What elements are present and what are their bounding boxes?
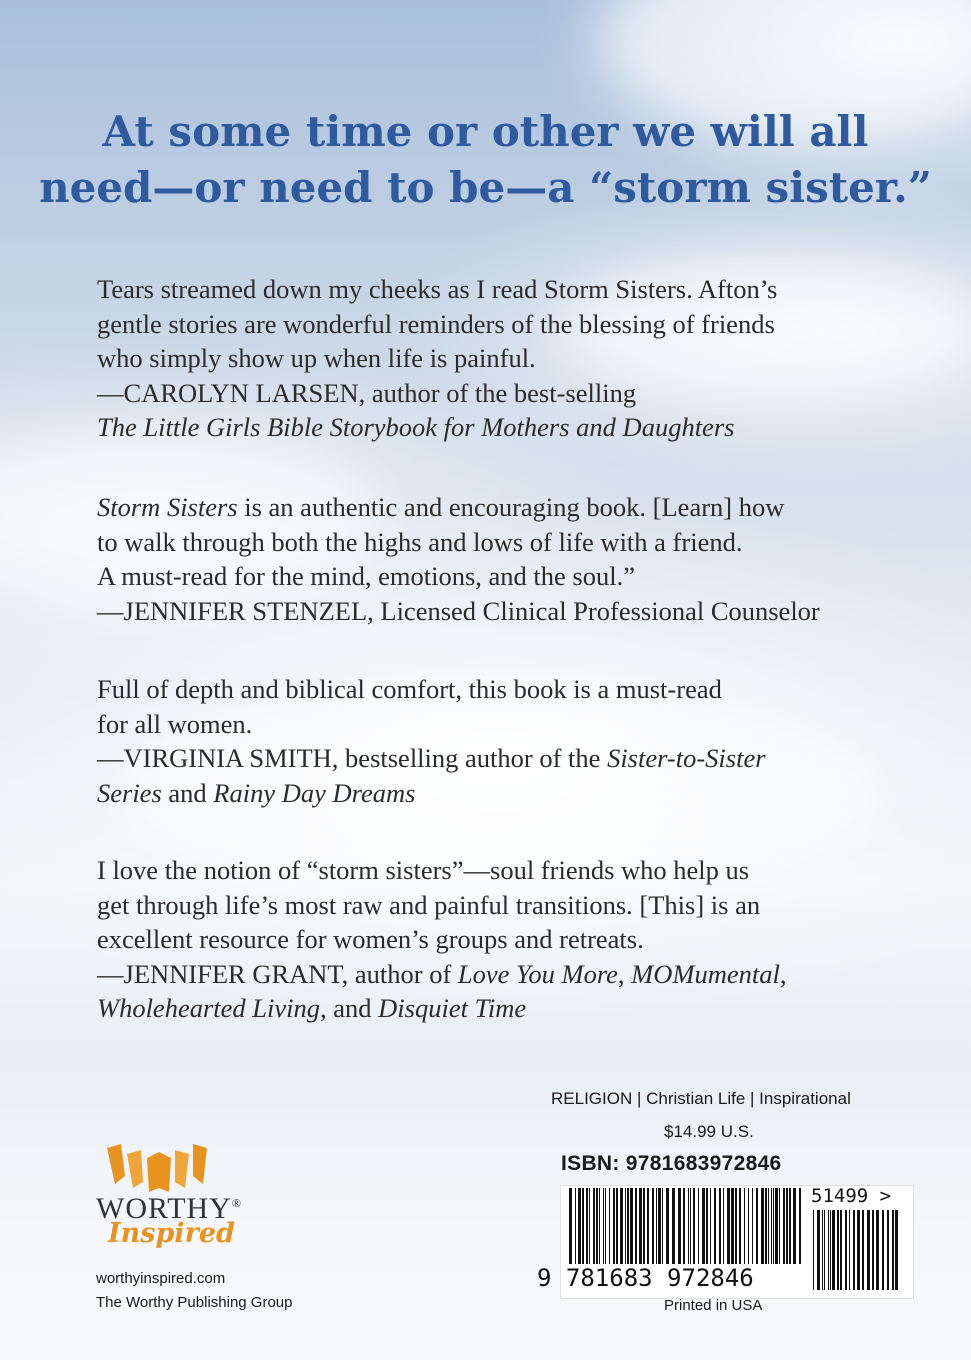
isbn-barcode	[537, 1185, 914, 1299]
barcode-bar	[702, 1188, 705, 1264]
barcode-bar	[779, 1188, 780, 1264]
barcode-addon-digits: 51499 >	[811, 1185, 892, 1207]
barcode-bar	[735, 1188, 737, 1264]
barcode-bar	[756, 1188, 758, 1264]
barcode-bar	[672, 1188, 675, 1264]
barcode-bar	[786, 1188, 788, 1264]
barcode-addon-bar	[832, 1210, 835, 1290]
barcode-bar	[599, 1188, 600, 1264]
barcode-bar	[748, 1188, 749, 1264]
printed-in: Printed in USA	[664, 1297, 763, 1314]
barcode-bar	[799, 1188, 801, 1264]
barcode-bar	[630, 1188, 633, 1264]
barcode-addon-bar	[830, 1210, 831, 1290]
barcode-bar	[662, 1188, 663, 1264]
barcode-bar	[783, 1188, 785, 1264]
quote-attribution: —CAROLYN LARSEN, author of the best-selling	[97, 377, 637, 408]
quote-line: to walk through both the highs and lows of life with a friend.	[97, 526, 743, 557]
barcode-bar	[578, 1188, 581, 1264]
barcode-bar	[656, 1188, 657, 1264]
barcode-bar	[683, 1188, 685, 1264]
registered-mark: ®	[231, 1196, 242, 1210]
barcode-addon-bar	[845, 1210, 847, 1290]
barcode-bar	[775, 1188, 778, 1264]
barcode-addon-bar	[872, 1210, 874, 1290]
barcode-addon-bar	[813, 1210, 814, 1290]
barcode-bar	[582, 1188, 584, 1264]
endorsement-stenzel	[97, 490, 917, 628]
barcode-bar	[569, 1188, 572, 1264]
quote-line: Tears streamed down my cheeks as I read Storm Sisters. Afton’s	[97, 274, 778, 304]
quote-attribution: —VIRGINIA SMITH, bestselling author of the	[97, 743, 608, 773]
isbn-label: ISBN: 9781683972846	[561, 1152, 782, 1175]
barcode-bar	[639, 1188, 642, 1264]
barcode-bar	[793, 1188, 796, 1264]
barcode-bar	[727, 1188, 730, 1264]
worthy-book-logo-icon	[107, 1144, 211, 1196]
barcode-bar	[635, 1188, 637, 1264]
barcode-bar	[744, 1188, 745, 1264]
barcode-bar	[678, 1188, 681, 1264]
book-title: Storm Sisters	[97, 492, 238, 522]
barcode-bar	[647, 1188, 649, 1264]
barcode-bar	[613, 1188, 615, 1264]
barcode-addon-bar	[887, 1210, 889, 1290]
barcode-addon-bar	[892, 1210, 894, 1290]
barcode-bar	[586, 1188, 588, 1264]
book-title: Love You More	[457, 958, 618, 989]
publisher-group: The Worthy Publishing Group	[96, 1294, 293, 1311]
logo-word: WORTHY	[96, 1192, 232, 1225]
publisher-logo-script: Inspired	[108, 1218, 235, 1249]
barcode-bar	[731, 1188, 734, 1264]
endorsement-larsen	[97, 272, 917, 445]
barcode-bar	[616, 1188, 618, 1264]
barcode-bar	[625, 1188, 626, 1264]
barcode-bar	[714, 1188, 716, 1264]
book-title: MOMumental	[631, 958, 780, 989]
barcode-bar	[666, 1188, 669, 1264]
quote-line: who simply show up when life is painful.	[97, 343, 536, 373]
headline	[0, 104, 971, 216]
barcode-bar	[710, 1188, 711, 1264]
quote-line: A must-read for the mind, emotions, and the soul.”	[97, 561, 635, 591]
barcode-bar	[723, 1188, 724, 1264]
quote-text: , and	[320, 993, 379, 1023]
barcode-bar	[690, 1188, 691, 1264]
barcode-bar	[603, 1188, 604, 1264]
endorsement-grant	[97, 853, 917, 1026]
headline-line-2: need—or need to be—a “storm sister.”	[39, 163, 932, 212]
barcode-bar	[620, 1188, 623, 1264]
barcode-addon-bar	[857, 1210, 860, 1290]
publisher-website: worthyinspired.com	[96, 1270, 226, 1287]
barcode-bar	[771, 1188, 772, 1264]
quote-attribution: —JENNIFER STENZEL, Licensed Clinical Professional Counselor	[97, 595, 820, 626]
barcode-digits: 9 781683 972846	[537, 1264, 754, 1292]
book-title: Series	[97, 777, 162, 808]
barcode-bar	[719, 1188, 721, 1264]
barcode-bar	[593, 1188, 595, 1264]
quote-line: I love the notion of “storm sisters”—soul friends who help us	[97, 855, 750, 885]
barcode-bar	[589, 1188, 590, 1264]
barcode-addon-bar	[822, 1210, 823, 1290]
category-line: RELIGION | Christian Life | Inspirational	[551, 1089, 851, 1108]
quote-text: ,	[617, 958, 632, 989]
barcode-bar	[688, 1188, 689, 1264]
barcode-addon-bar	[882, 1210, 884, 1290]
barcode-bar	[693, 1188, 695, 1264]
quote-text: and	[161, 777, 214, 808]
barcode-bar	[609, 1188, 610, 1264]
barcode-bar	[752, 1188, 753, 1264]
barcode-bar	[658, 1188, 661, 1264]
barcode-addon-bar	[867, 1210, 870, 1290]
endorsement-smith	[97, 672, 917, 810]
quote-line: get through life’s most raw and painful transitions. [This] is an	[97, 889, 761, 920]
barcode-bar	[643, 1188, 645, 1264]
barcode-bar	[768, 1188, 769, 1264]
quote-attribution: —JENNIFER GRANT, author of	[97, 958, 458, 989]
barcode-bar	[652, 1188, 654, 1264]
barcode-bar	[706, 1188, 708, 1264]
book-title: Sister-to-Sister	[607, 743, 766, 773]
quote-text: is an authentic and encouraging book. [Learn] how	[237, 492, 785, 522]
barcode-bar	[773, 1188, 774, 1264]
headline-line-1: At some time or other we will all	[102, 107, 869, 156]
barcode-addon-bar	[876, 1210, 879, 1290]
quote-line: gentle stories are wonderful reminders of the blessing of friends	[97, 308, 775, 339]
barcode-addon-bar	[824, 1210, 825, 1290]
quote-text: ,	[779, 958, 787, 989]
barcode-bar	[765, 1188, 767, 1264]
barcode-bar	[627, 1188, 629, 1264]
barcode-addon-bar	[849, 1210, 850, 1290]
barcode-bar	[596, 1188, 598, 1264]
barcode-bar	[789, 1188, 791, 1264]
barcode-bar	[739, 1188, 741, 1264]
barcode-bar	[698, 1188, 699, 1264]
book-title: Disquiet Time	[378, 993, 527, 1023]
barcode-bar	[761, 1188, 764, 1264]
barcode-addon-bar	[837, 1210, 839, 1290]
barcode-addon-bar	[828, 1210, 829, 1290]
book-title: The Little Girls Bible Storybook for Mothers and Daughters	[97, 412, 735, 442]
barcode-addon-bar	[853, 1210, 855, 1290]
barcode-addon-bar	[862, 1210, 864, 1290]
book-title: Rainy Day Dreams	[213, 777, 416, 808]
book-title: Wholehearted Living	[97, 993, 320, 1023]
barcode-addon-bar	[817, 1210, 820, 1290]
barcode-bar	[575, 1188, 576, 1264]
quote-line: Full of depth and biblical comfort, this book is a must-read	[97, 674, 722, 704]
barcode-addon-bar	[840, 1210, 842, 1290]
barcode-addon-bar	[895, 1210, 898, 1290]
barcode-bar	[605, 1188, 606, 1264]
price: $14.99 U.S.	[664, 1122, 754, 1141]
quote-line: for all women.	[97, 708, 253, 739]
quote-line: excellent resource for women’s groups and retreats.	[97, 924, 644, 954]
